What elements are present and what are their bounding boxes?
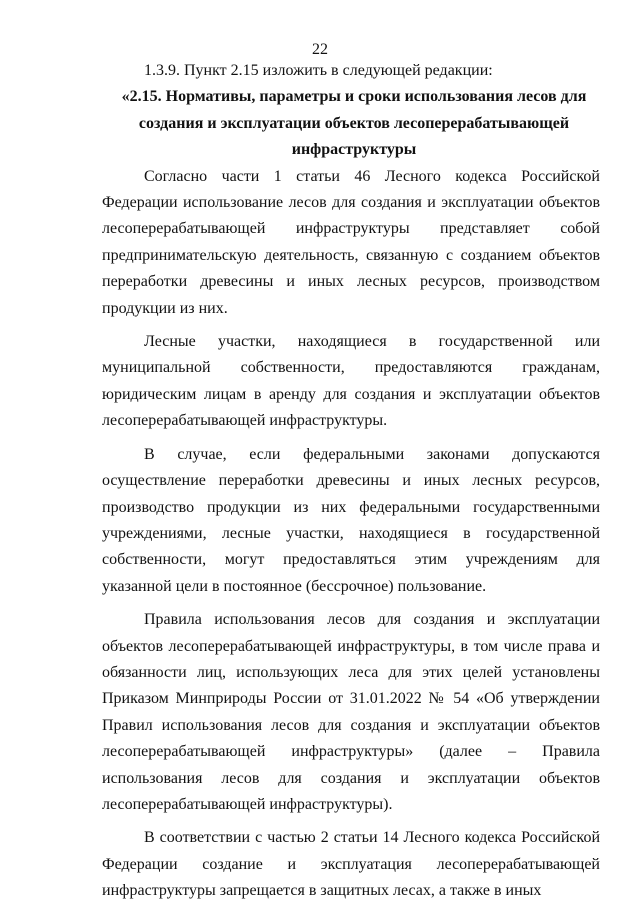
paragraph: В соответствии с частью 2 статьи 14 Лесного кодекса Российской Федерации создание и эксплуатация лесоперерабатывающей инфраструктуры запрещается в защитных лесах, а также в иных <box>102 829 600 900</box>
paragraph: Лесные участки, находящиеся в государственной или муниципальной собственности, предоставляются гражданам, юридическим лицам в аренду для создания и эксплуатации объектов лесоперерабатывающей инфраструктуры. <box>102 333 600 430</box>
section-heading: «2.15. Нормативы, параметры и сроки использования лесов для создания и эксплуатации объектов лесоперерабатывающей инфраструктуры <box>121 88 587 159</box>
paragraph: В случае, если федеральными законами допускаются осуществление переработки древесины и иных лесных ресурсов, производство продукции из них федеральными государственными учреждениями, лесные участки, находящиеся в государственной собственности, могут предоставляться этим учреждениям для указанной цели в постоянное (бессрочное) пользование. <box>102 445 600 595</box>
paragraph: Согласно части 1 статьи 46 Лесного кодекса Российской Федерации использование лесов для создания и эксплуатации объектов лесоперерабатывающей инфраструктуры представляет собой предпринимательскую деятельность, связанную с созданием объектов переработки древесины и иных лесных ресурсов, производством продукции из них. <box>102 167 600 317</box>
page-number: 22 <box>312 41 328 58</box>
document-body <box>102 58 600 905</box>
amendment-intro: 1.3.9. Пункт 2.15 изложить в следующей редакции: <box>144 62 493 79</box>
paragraph: Правила использования лесов для создания и эксплуатации объектов лесоперерабатывающей инфраструктуры, в том числе права и обязанности лиц, использующих леса для этих целей установлены Приказом Минприроды России от 31.01.2022 № 54 «Об утверждении Правил использования лесов для создания и эксплуатации объектов лесоперерабатывающей инфраструктуры» (далее – Правила использования лесов для создания и эксплуатации объектов лесоперерабатывающей инфраструктуры). <box>102 611 600 813</box>
